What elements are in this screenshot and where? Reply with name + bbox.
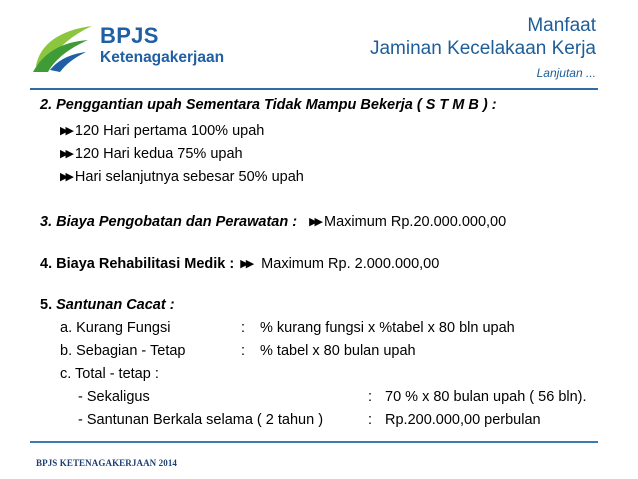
footer-text: BPJS KETENAGAKERJAAN 2014 <box>36 458 178 468</box>
section-4-value: Maximum Rp. 2.000.000,00 <box>261 256 440 272</box>
fast-forward-icon: ▶▶ <box>60 125 71 137</box>
list-item: ▶▶ 120 Hari pertama 100% upah <box>60 123 265 139</box>
section-4-number: 4. <box>40 256 53 272</box>
row-value: % tabel x 80 bulan upah <box>260 343 416 359</box>
section-3-heading: 3. Biaya Pengobatan dan Perawatan : <box>40 214 298 230</box>
section-2-heading: 2. Penggantian upah Sementara Tidak Mampu Bekerja ( S T M B ) : <box>40 97 497 113</box>
sub-row-value: Rp.200.000,00 perbulan <box>385 412 541 428</box>
section-4-heading: Biaya Rehabilitasi Medik : <box>56 256 235 272</box>
section-5-number: 5. <box>40 297 53 313</box>
section-5-heading: Santunan Cacat : <box>56 297 175 313</box>
sub-row-separator: : <box>368 389 373 405</box>
section-4 <box>40 255 439 273</box>
fast-forward-icon: ▶▶ <box>309 216 321 228</box>
row-separator: : <box>241 320 246 336</box>
fast-forward-icon: ▶▶ <box>60 148 71 160</box>
section-3-value: Maximum Rp.20.000.000,00 <box>324 214 507 230</box>
row-value: % kurang fungsi x %tabel x 80 bln upah <box>260 320 515 336</box>
title-line-1: Manfaat <box>527 15 596 36</box>
sub-row-separator: : <box>368 412 373 428</box>
footer-divider <box>30 441 598 443</box>
section-3 <box>40 213 506 231</box>
section-5-heading-line <box>40 296 175 314</box>
fast-forward-icon: ▶▶ <box>240 258 252 270</box>
row-separator: : <box>241 343 246 359</box>
sub-row-label: - Sekaligus <box>78 389 150 405</box>
sub-row-label: - Santunan Berkala selama ( 2 tahun ) <box>78 412 324 428</box>
table-row: a. Kurang Fungsi <box>60 320 171 336</box>
fast-forward-icon: ▶▶ <box>60 171 71 183</box>
table-row: c. Total - tetap : <box>60 366 159 382</box>
title-line-2: Jaminan Kecelakaan Kerja <box>369 38 596 59</box>
sub-row-value: 70 % x 80 bulan upah ( 56 bln). <box>385 389 587 405</box>
title-subtitle: Lanjutan ... <box>536 66 596 80</box>
table-row: b. Sebagian - Tetap <box>60 343 186 359</box>
list-item: ▶▶ Hari selanjutnya sebesar 50% upah <box>60 169 304 185</box>
logo-brand-text: BPJS <box>100 23 159 48</box>
logo-subbrand-text: Ketenagakerjaan <box>100 49 225 66</box>
list-item: ▶▶ 120 Hari kedua 75% upah <box>60 146 243 162</box>
